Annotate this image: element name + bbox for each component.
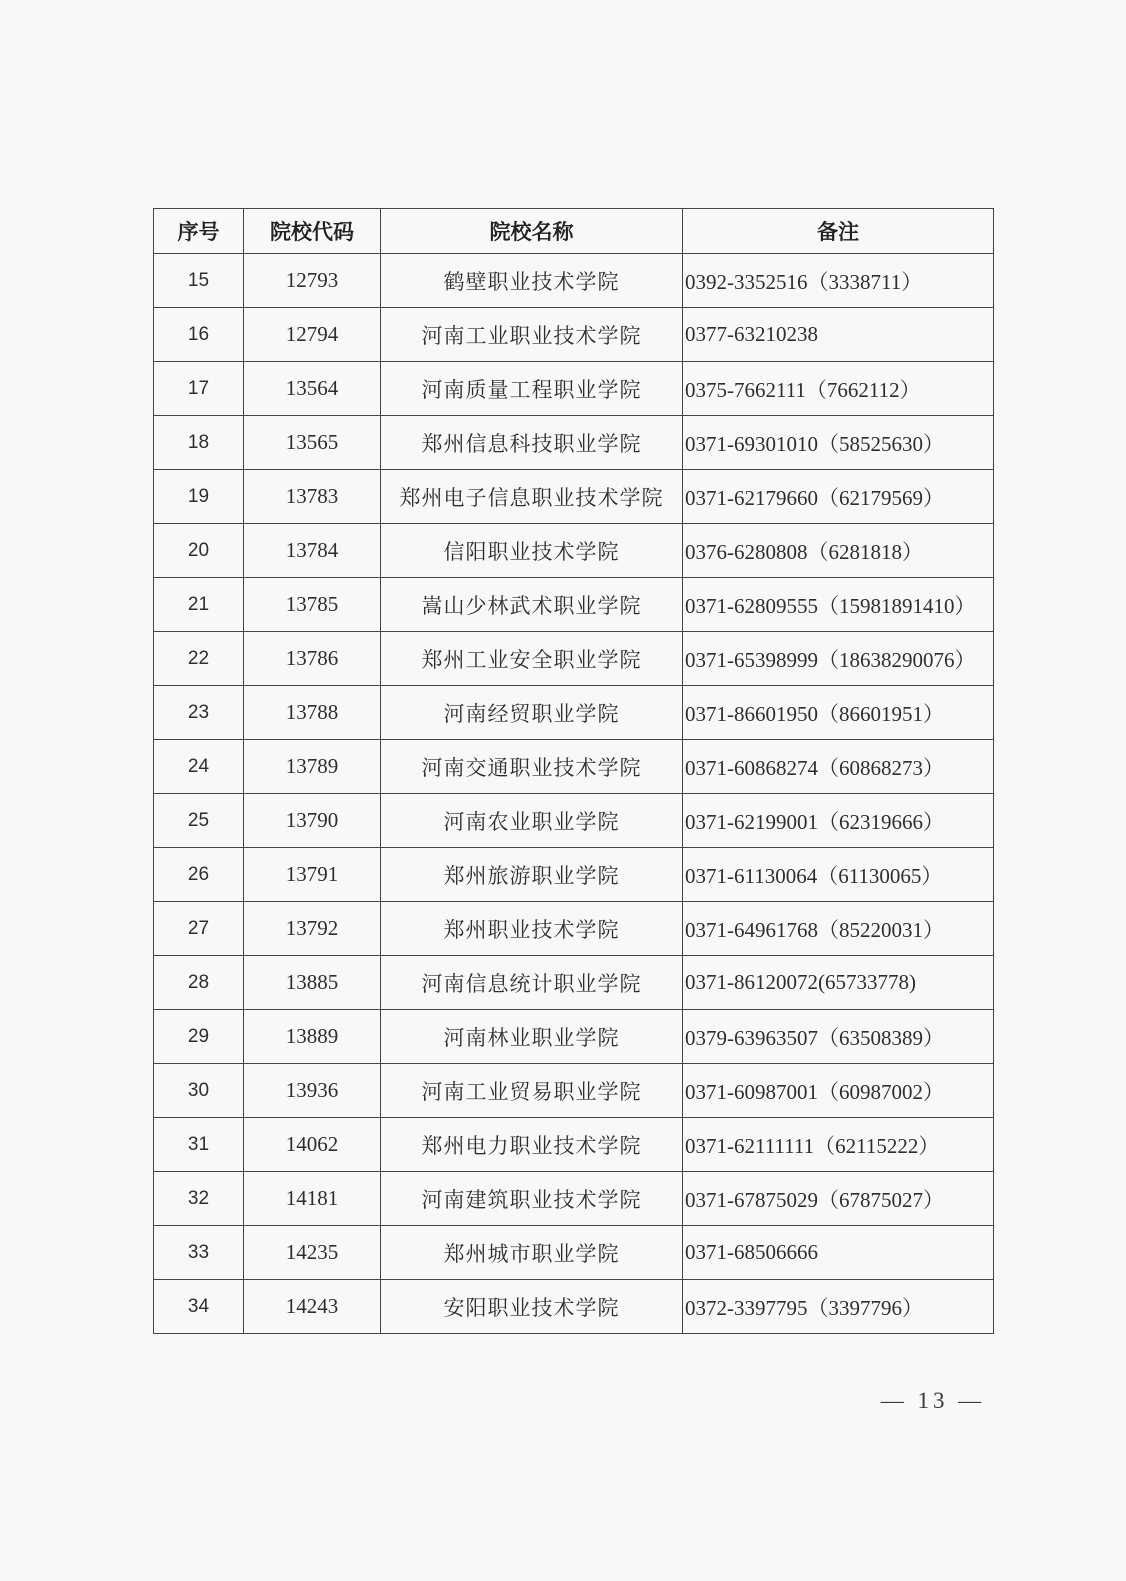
cell-name: 河南林业职业学院	[381, 1010, 683, 1064]
cell-seq: 21	[154, 578, 244, 632]
cell-seq: 29	[154, 1010, 244, 1064]
cell-code: 14243	[244, 1280, 381, 1334]
cell-name: 河南交通职业技术学院	[381, 740, 683, 794]
cell-remark: 0371-86120072(65733778)	[683, 956, 994, 1010]
table-row	[154, 1280, 994, 1334]
table-row	[154, 686, 994, 740]
cell-remark: 0375-7662111（7662112）	[683, 362, 994, 416]
cell-remark: 0371-68506666	[683, 1226, 994, 1280]
cell-name: 河南信息统计职业学院	[381, 956, 683, 1010]
cell-name: 河南建筑职业技术学院	[381, 1172, 683, 1226]
cell-seq: 18	[154, 416, 244, 470]
cell-code: 12793	[244, 254, 381, 308]
header-row	[154, 209, 994, 254]
cell-remark: 0372-3397795（3397796）	[683, 1280, 994, 1334]
cell-code: 13783	[244, 470, 381, 524]
cell-seq: 17	[154, 362, 244, 416]
cell-code: 14181	[244, 1172, 381, 1226]
table-row	[154, 1064, 994, 1118]
cell-name: 河南农业职业学院	[381, 794, 683, 848]
cell-remark: 0371-64961768（85220031）	[683, 902, 994, 956]
cell-remark: 0392-3352516（3338711）	[683, 254, 994, 308]
table-row	[154, 1118, 994, 1172]
cell-seq: 28	[154, 956, 244, 1010]
cell-code: 12794	[244, 308, 381, 362]
cell-name: 郑州城市职业学院	[381, 1226, 683, 1280]
cell-seq: 20	[154, 524, 244, 578]
cell-seq: 26	[154, 848, 244, 902]
table-row	[154, 1172, 994, 1226]
cell-remark: 0371-69301010（58525630）	[683, 416, 994, 470]
cell-name: 安阳职业技术学院	[381, 1280, 683, 1334]
cell-code: 13565	[244, 416, 381, 470]
cell-seq: 23	[154, 686, 244, 740]
cell-code: 13789	[244, 740, 381, 794]
header-cell-remark: 备注	[683, 209, 994, 254]
cell-code: 13790	[244, 794, 381, 848]
table-row	[154, 254, 994, 308]
cell-seq: 19	[154, 470, 244, 524]
cell-code: 13788	[244, 686, 381, 740]
cell-seq: 22	[154, 632, 244, 686]
table-row	[154, 416, 994, 470]
cell-code: 13889	[244, 1010, 381, 1064]
cell-remark: 0379-63963507（63508389）	[683, 1010, 994, 1064]
table-row	[154, 362, 994, 416]
cell-seq: 31	[154, 1118, 244, 1172]
college-table-header	[154, 209, 994, 254]
table-row	[154, 524, 994, 578]
cell-seq: 15	[154, 254, 244, 308]
cell-code: 13936	[244, 1064, 381, 1118]
cell-remark: 0371-67875029（67875027）	[683, 1172, 994, 1226]
cell-remark: 0371-62199001（62319666）	[683, 794, 994, 848]
cell-remark: 0376-6280808（6281818）	[683, 524, 994, 578]
cell-name: 郑州工业安全职业学院	[381, 632, 683, 686]
cell-name: 郑州电子信息职业技术学院	[381, 470, 683, 524]
page-number: — 13 —	[880, 1388, 986, 1413]
cell-name: 河南经贸职业学院	[381, 686, 683, 740]
table-row	[154, 848, 994, 902]
cell-name: 郑州旅游职业学院	[381, 848, 683, 902]
cell-seq: 25	[154, 794, 244, 848]
cell-name: 河南工业职业技术学院	[381, 308, 683, 362]
table-row	[154, 902, 994, 956]
cell-name: 郑州职业技术学院	[381, 902, 683, 956]
cell-seq: 27	[154, 902, 244, 956]
cell-remark: 0371-62179660（62179569）	[683, 470, 994, 524]
cell-seq: 34	[154, 1280, 244, 1334]
table-row	[154, 578, 994, 632]
cell-remark: 0371-62111111（62115222）	[683, 1118, 994, 1172]
cell-code: 13792	[244, 902, 381, 956]
header-cell-seq: 序号	[154, 209, 244, 254]
header-cell-name: 院校名称	[381, 209, 683, 254]
table-row	[154, 1010, 994, 1064]
table-row	[154, 1226, 994, 1280]
cell-remark: 0371-61130064（61130065）	[683, 848, 994, 902]
college-table-body	[154, 254, 994, 1334]
cell-name: 嵩山少林武术职业学院	[381, 578, 683, 632]
table-row	[154, 632, 994, 686]
cell-seq: 16	[154, 308, 244, 362]
cell-remark: 0371-60868274（60868273）	[683, 740, 994, 794]
table-row	[154, 308, 994, 362]
header-cell-code: 院校代码	[244, 209, 381, 254]
cell-name: 信阳职业技术学院	[381, 524, 683, 578]
cell-remark: 0371-65398999（18638290076）	[683, 632, 994, 686]
cell-code: 13564	[244, 362, 381, 416]
cell-code: 13786	[244, 632, 381, 686]
cell-name: 郑州信息科技职业学院	[381, 416, 683, 470]
cell-seq: 32	[154, 1172, 244, 1226]
cell-remark: 0371-86601950（86601951）	[683, 686, 994, 740]
cell-name: 鹤壁职业技术学院	[381, 254, 683, 308]
cell-code: 13785	[244, 578, 381, 632]
cell-remark: 0371-60987001（60987002）	[683, 1064, 994, 1118]
cell-code: 14062	[244, 1118, 381, 1172]
table-row	[154, 794, 994, 848]
table-row	[154, 470, 994, 524]
cell-remark: 0377-63210238	[683, 308, 994, 362]
table-row	[154, 956, 994, 1010]
cell-name: 郑州电力职业技术学院	[381, 1118, 683, 1172]
cell-seq: 33	[154, 1226, 244, 1280]
cell-name: 河南质量工程职业学院	[381, 362, 683, 416]
cell-code: 13885	[244, 956, 381, 1010]
cell-code: 14235	[244, 1226, 381, 1280]
cell-remark: 0371-62809555（15981891410）	[683, 578, 994, 632]
table-row	[154, 740, 994, 794]
cell-seq: 24	[154, 740, 244, 794]
cell-seq: 30	[154, 1064, 244, 1118]
cell-name: 河南工业贸易职业学院	[381, 1064, 683, 1118]
cell-code: 13791	[244, 848, 381, 902]
college-table	[153, 208, 994, 1334]
cell-code: 13784	[244, 524, 381, 578]
